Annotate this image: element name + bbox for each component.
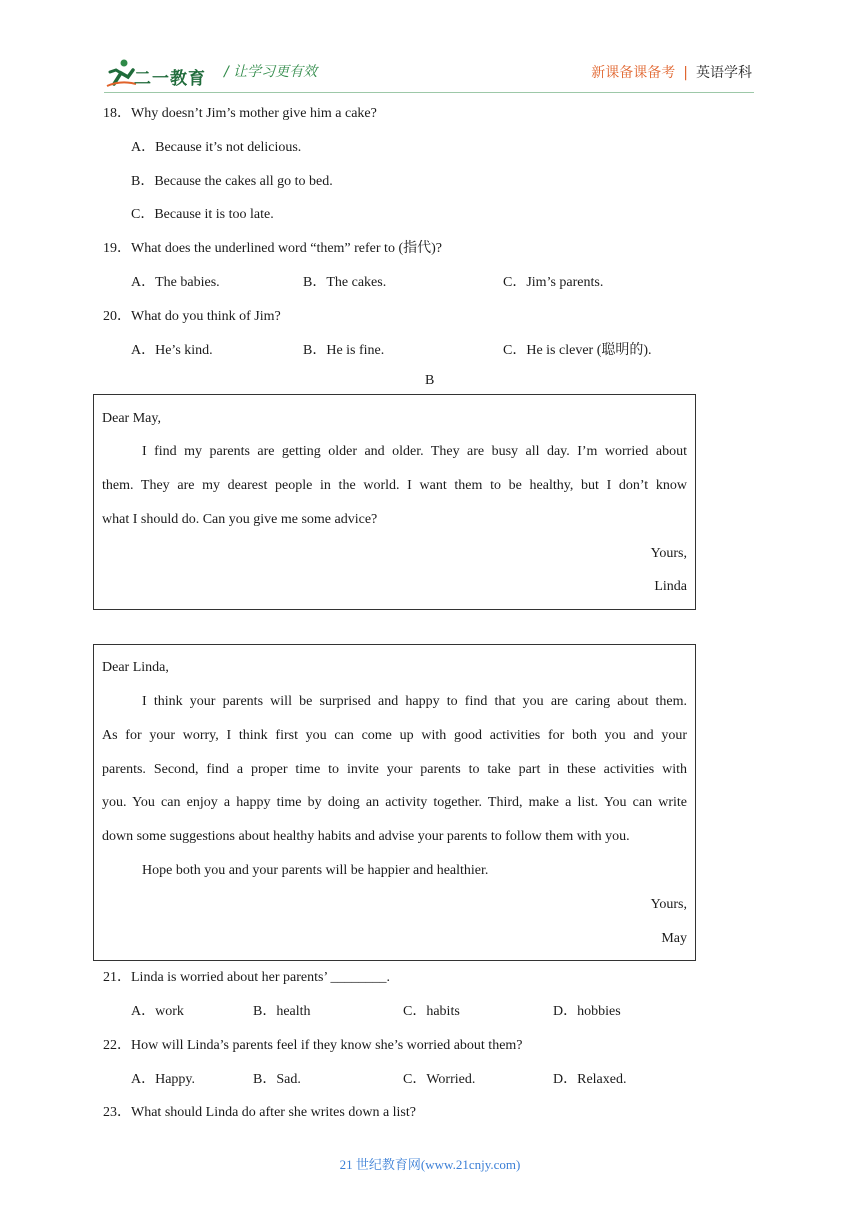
q18-option-a: A．Because it’s not delicious. [131,140,302,155]
q21-option-c: C．habits [403,1004,460,1019]
q19-option-b: B．The cakes. [303,275,387,290]
q20-option-a: A．He’s kind. [131,343,213,358]
q22-option-c: C．Worried. [403,1072,476,1087]
letter1-line-3: what I should do. Can you give me some advice? [102,512,378,527]
q21-option-b: B．health [253,1004,311,1019]
question-22: 22．How will Linda’s parents feel if they know she’s worried about them? [103,1038,523,1053]
q18-option-b: B．Because the cakes all go to bed. [131,174,333,189]
letter1-line-2: them. They are my dearest people in the world. I want them to be healthy, but I don’t know [102,478,687,493]
page-header [0,0,860,100]
q20-option-b: B．He is fine. [303,343,385,358]
q20-option-c: C．He is clever (聪明的). [503,343,652,358]
letter2-line-3: parents. Second, find a proper time to invite your parents to take part in these activities with [102,762,687,777]
page-footer: 21 世纪教育网(www.21cnjy.com) [339,1157,521,1172]
header-divider [104,92,754,93]
letter2-line-5: down some suggestions about healthy habits and advise your parents to follow them with you. [102,829,630,844]
letter1-signature: Linda [654,579,687,594]
q19-option-a: A．The babies. [131,275,220,290]
q22-option-a: A．Happy. [131,1072,196,1087]
header-course-text: 新课备课备考 [591,65,676,81]
header-separator: | [683,65,688,81]
letter2-closing: Yours, [650,897,687,912]
letter2-line-4: you. You can enjoy a happy time by doing an activity together. Third, make a list. You can write [102,795,687,810]
header-right [591,62,752,82]
question-18: 18．Why doesn’t Jim’s mother give him a cake? [103,106,377,121]
letter2-signature: May [661,931,687,946]
letter2-line-1: I think your parents will be surprised and happy to find that you are caring about them. [142,694,687,709]
q18-option-c: C．Because it is too late. [131,207,274,222]
logo [104,56,214,90]
letter-from-linda [93,394,696,610]
letter1-greeting: Dear May, [102,411,161,426]
header-subject: 英语学科 [696,65,752,81]
runner-logo-icon [104,56,138,90]
question-21: 21．Linda is worried about her parents’ ________. [103,970,391,985]
question-19: 19．What does the underlined word “them” refer to (指代)? [103,241,442,256]
letter1-closing: Yours, [650,546,687,561]
letter2-greeting: Dear Linda, [102,660,169,675]
logo-text: 二一教育 [134,69,206,89]
question-23: 23．What should Linda do after she writes down a list? [103,1105,416,1120]
q21-option-a: A．work [131,1004,184,1019]
letter2-line-6: Hope both you and your parents will be happier and healthier. [142,863,489,878]
letter-from-may [93,644,696,961]
section-label: B [425,373,435,388]
q21-option-d: D．hobbies [553,1004,621,1019]
slogan: / 让学习更有效 [224,64,318,80]
letter1-line-1: I find my parents are getting older and older. They are busy all day. I’m worried about [142,444,687,459]
q22-option-d: D．Relaxed. [553,1072,627,1087]
q22-option-b: B．Sad. [253,1072,301,1087]
q19-option-c: C．Jim’s parents. [503,275,604,290]
letter2-line-2: As for your worry, I think first you can come up with good activities for both you and your [102,728,687,743]
question-20: 20．What do you think of Jim? [103,309,281,324]
